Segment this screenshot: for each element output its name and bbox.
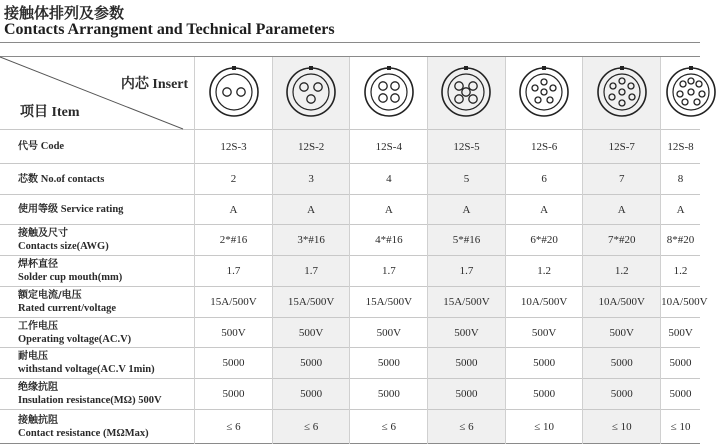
cell-rating-12s-8: A [661,195,700,225]
insert-diagram-12s-5 [428,57,506,130]
connector-face-icon [281,62,341,122]
cell-resistance-12s-3: ≤ 6 [195,410,273,444]
cell-contacts-12s-5: 5 [428,164,506,195]
header-corner-cell [0,57,195,130]
cell-rating-12s-5: A [428,195,506,225]
cell-code-12s-7: 12S-7 [583,130,661,164]
spec-row-resistance [0,410,700,444]
header-row [0,57,700,130]
title-divider [0,42,700,43]
insert-diagram-12s-3 [195,57,273,130]
contact-pin [462,87,470,95]
cell-current-12s-8: 10A/500V [661,287,700,318]
cell-current-12s-6: 10A/500V [505,287,583,318]
cell-opv-12s-8: 500V [661,318,700,348]
row-label-en: Operating voltage(AC.V) [18,333,132,345]
cell-current-12s-5: 15A/500V [428,287,506,318]
cell-opv-12s-4: 500V [350,318,428,348]
cell-insulation-12s-3: 5000 [195,379,273,410]
cell-insulation-12s-8: 5000 [661,379,700,410]
cell-withstand-12s-7: 5000 [583,348,661,379]
cell-resistance-12s-7: ≤ 10 [583,410,661,444]
row-label-cn: 代号 [18,141,38,152]
connector-face-icon [204,62,264,122]
cell-cup-12s-2: 1.7 [272,256,350,287]
cell-cup-12s-3: 1.7 [195,256,273,287]
row-label-withstand [0,348,195,379]
row-label-cn: 芯数 [18,173,38,185]
spec-row-rating [0,195,700,225]
cell-code-12s-8: 12S-8 [661,130,700,164]
contact-pin [688,78,694,84]
cell-withstand-12s-8: 5000 [661,348,700,379]
cell-resistance-12s-4: ≤ 6 [350,410,428,444]
row-label-contacts [0,164,195,195]
cell-opv-12s-6: 500V [505,318,583,348]
contact-pin [236,87,244,95]
cell-opv-12s-7: 500V [583,318,661,348]
contact-pin [628,83,634,89]
connector-face-icon [436,62,496,122]
cell-code-12s-5: 12S-5 [428,130,506,164]
cell-withstand-12s-5: 5000 [428,348,506,379]
spec-row-current [0,287,700,318]
row-label-cn: 接触及尺寸 [18,228,68,239]
insert-diagram-12s-8 [661,57,700,130]
cell-resistance-12s-6: ≤ 10 [505,410,583,444]
cell-insulation-12s-2: 5000 [272,379,350,410]
contact-pin [680,81,686,87]
cell-rating-12s-7: A [583,195,661,225]
cell-current-12s-2: 15A/500V [272,287,350,318]
insert-header-en: Insert [152,77,189,92]
cell-cup-12s-8: 1.2 [661,256,700,287]
cell-current-12s-4: 15A/500V [350,287,428,318]
insert-header [121,73,188,93]
row-label-opv [0,318,195,348]
contact-pin [222,87,230,95]
row-label-insulation [0,379,195,410]
contact-pin [688,89,694,95]
spec-row-code [0,130,700,164]
cell-withstand-12s-6: 5000 [505,348,583,379]
spec-row-opv [0,318,700,348]
cell-current-12s-3: 15A/500V [195,287,273,318]
row-label-cn: 使用等级 [18,204,58,215]
row-label-en: Solder cup mouth(mm) [18,272,123,283]
contact-pin [455,81,463,89]
item-header [20,101,80,121]
cell-insulation-12s-4: 5000 [350,379,428,410]
cell-size-12s-2: 3*#16 [272,225,350,256]
cell-rating-12s-2: A [272,195,350,225]
contact-pin [547,97,553,103]
contact-pin [532,85,538,91]
contact-pin [694,99,700,105]
contact-pin [314,82,322,90]
cell-size-12s-6: 6*#20 [505,225,583,256]
contact-pin [541,89,547,95]
cell-size-12s-4: 4*#16 [350,225,428,256]
cell-current-12s-7: 10A/500V [583,287,661,318]
cell-contacts-12s-2: 3 [272,164,350,195]
cell-cup-12s-6: 1.2 [505,256,583,287]
spec-row-cup [0,256,700,287]
cell-cup-12s-7: 1.2 [583,256,661,287]
cell-withstand-12s-4: 5000 [350,348,428,379]
item-header-en: Item [51,105,80,120]
contact-pin [379,93,387,101]
row-label-cn: 耐电压 [18,351,48,362]
page-title-cn: 接触体排列及参数 [4,4,125,22]
row-label-en: Service rating [60,204,124,215]
cell-size-12s-8: 8*#20 [661,225,700,256]
contact-pin [469,81,477,89]
cell-resistance-12s-2: ≤ 6 [272,410,350,444]
cell-contacts-12s-8: 8 [661,164,700,195]
cell-code-12s-6: 12S-6 [505,130,583,164]
cell-rating-12s-4: A [350,195,428,225]
contact-pin [619,100,625,106]
contact-pin [610,83,616,89]
cell-withstand-12s-3: 5000 [195,348,273,379]
spec-row-size [0,225,700,256]
cell-opv-12s-5: 500V [428,318,506,348]
cell-code-12s-2: 12S-2 [272,130,350,164]
cell-code-12s-4: 12S-4 [350,130,428,164]
cell-resistance-12s-8: ≤ 10 [661,410,700,444]
row-label-en: Contacts size(AWG) [18,241,109,252]
cell-rating-12s-6: A [505,195,583,225]
insert-diagram-12s-4 [350,57,428,130]
spec-row-insulation [0,379,700,410]
row-label-en: withstand voltage(AC.V 1min) [18,364,155,375]
row-label-rating [0,195,195,225]
row-label-size [0,225,195,256]
connector-face-icon [592,62,652,122]
contact-pin [391,93,399,101]
row-label-cn: 绝缘抗阻 [18,382,58,393]
contact-pin [535,97,541,103]
contact-pin [619,78,625,84]
row-label-resistance [0,410,195,444]
contact-pin [677,91,683,97]
contact-pin [619,89,625,95]
cell-withstand-12s-2: 5000 [272,348,350,379]
row-label-cn: 接触抗阻 [18,414,58,426]
contact-pin [696,81,702,87]
contact-pin [300,82,308,90]
contact-pin [629,94,635,100]
cell-contacts-12s-6: 6 [505,164,583,195]
contact-pin [455,94,463,102]
cell-size-12s-3: 2*#16 [195,225,273,256]
cell-code-12s-3: 12S-3 [195,130,273,164]
cell-insulation-12s-6: 5000 [505,379,583,410]
insert-diagram-12s-6 [505,57,583,130]
insert-diagram-12s-2 [272,57,350,130]
cell-insulation-12s-5: 5000 [428,379,506,410]
cell-size-12s-7: 7*#20 [583,225,661,256]
contact-pin [550,85,556,91]
cell-opv-12s-2: 500V [272,318,350,348]
insert-diagram-12s-7 [583,57,661,130]
row-label-en: No.of contacts [40,173,105,185]
row-label-current [0,287,195,318]
cell-insulation-12s-7: 5000 [583,379,661,410]
cell-rating-12s-3: A [195,195,273,225]
row-label-en: Contact resistance (MΩMax) [18,427,149,439]
cell-contacts-12s-3: 2 [195,164,273,195]
contact-pin [391,81,399,89]
cell-size-12s-5: 5*#16 [428,225,506,256]
row-label-code [0,130,195,164]
cell-contacts-12s-7: 7 [583,164,661,195]
contact-pin [307,94,315,102]
contact-pin [609,94,615,100]
spec-row-withstand [0,348,700,379]
contact-pin [379,81,387,89]
row-label-cup [0,256,195,287]
spec-row-contacts [0,164,700,195]
contact-pin [541,79,547,85]
row-label-cn: 焊杯直径 [18,259,58,270]
row-label-en: Rated current/voltage [18,303,117,314]
contact-pin [699,91,705,97]
row-label-en: Insulation resistance(MΩ) 500V [18,395,162,406]
contact-pin [682,99,688,105]
cell-contacts-12s-4: 4 [350,164,428,195]
cell-resistance-12s-5: ≤ 6 [428,410,506,444]
spec-table [0,56,708,444]
cell-cup-12s-5: 1.7 [428,256,506,287]
connector-face-icon [661,62,721,122]
cell-cup-12s-4: 1.7 [350,256,428,287]
page-title-en: Contacts Arrangment and Technical Parameters [4,21,335,38]
connector-face-icon [514,62,574,122]
cell-opv-12s-3: 500V [195,318,273,348]
row-label-cn: 额定电流/电压 [18,290,82,301]
connector-face-icon [359,62,419,122]
item-header-cn: 项目 [20,104,48,120]
contact-pin [469,94,477,102]
row-label-cn: 工作电压 [18,320,58,332]
insert-header-cn: 内芯 [120,76,149,92]
row-label-en: Code [40,141,65,152]
